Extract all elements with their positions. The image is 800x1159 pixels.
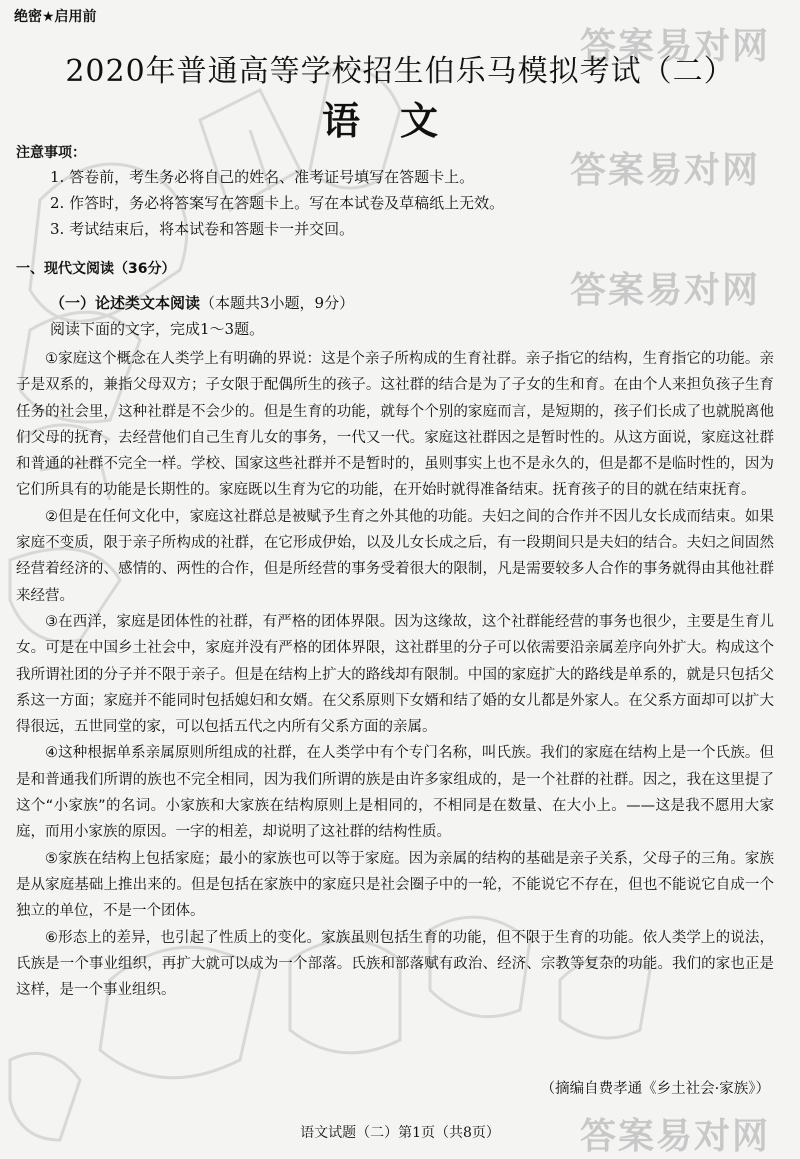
page-footer: 语文试题（二）第1页（共8页） xyxy=(300,1125,500,1141)
exam-title: 2020年普通高等学校招生伯乐马模拟考试（二） xyxy=(65,54,735,89)
reading-passage xyxy=(16,346,774,1003)
subsection-label: （一）论述类文本阅读 xyxy=(50,294,201,312)
passage-paragraph: ⑥形态上的差异，也引起了性质上的变化。家族虽则包括生育的功能，但不限于生育的功能。依人类学上的说法，氏族是一个事业组织，再扩大就可以成为一个部落。氏族和部落赋有政治、经济、宗教等复杂的功能。我们的家也正是这样，是一个事业组织。 xyxy=(16,929,774,999)
passage-paragraph: ④这种根据单系亲属原则所组成的社群，在人类学中有个专门名称，叫氏族。我们的家庭在结构上是一个氏族。但是和普通我们所谓的族也不完全相同，因为我们所谓的族是由许多家组成的，是一个社群的社群。因之，我在这里提了这个“小家族”的名词。小家族和大家族在结构原则上是相同的，不相同是在数量、在大小上。——这是我不愿用大家庭，而用小家族的原因。一字的相差，却说明了这社群的结构性质。 xyxy=(16,745,774,841)
passage-paragraph: ②但是在任何文化中，家庭这社群总是被赋予生育之外其他的功能。夫妇之间的合作并不因儿女长成而结束。如果家庭不变质，限于亲子所构成的社群，在它形成伊始，以及儿女长成之后，有一段期间只是夫妇的结合。夫妇之间固然经营着经济的、感情的、两性的合作，但是所经营的事务受着很大的限制，凡是需要较多人合作的事务就得由其他社群来经营。 xyxy=(16,508,774,604)
passage-paragraph: ⑤家族在结构上包括家庭；最小的家族也可以等于家庭。因为亲属的结构的基础是亲子关系，父母子的三角。家族是从家庭基础上推出来的。但是包括在家族中的家庭只是社会圈子中的一轮，不能说它不存在，但也不能说它自成一个独立的单位，不是一个团体。 xyxy=(16,850,774,920)
subject-title: 语文 xyxy=(321,98,478,143)
watermark-text: 答案易对网 xyxy=(580,26,771,67)
passage-paragraph: ③在西洋，家庭是团体性的社群，有严格的团体界限。因为这缘故，这个社群能经营的事务也很少，主要是生育儿女。可是在中国乡土社会中，家庭并没有严格的团体界限，这社群里的分子可以依需要沿亲属差序向外扩大。构成这个我所谓社团的分子并不限于亲子。但是在结构上扩大的路线却有限制。中国的家庭扩大的路线是单系的，就是只包括父系这一方面；家庭并不能同时包括媳妇和女婿。在父系原则下女婿和结了婚的女儿都是外家人。在父系方面却可以扩大得很远，五世同堂的家，可以包括五代之内所有父系方面的亲属。 xyxy=(16,613,774,736)
reading-instruction: 阅读下面的文字，完成1～3题。 xyxy=(50,320,265,338)
confidential-label: 绝密★启用前 xyxy=(14,9,97,25)
watermark-text: 答案易对网 xyxy=(570,270,761,311)
section-heading: 一、现代文阅读（36分） xyxy=(16,261,176,277)
note-item: 3. 考试结束后，将本试卷和答题卡一并交回。 xyxy=(50,220,355,238)
subsection-heading xyxy=(50,292,354,313)
notes-title: 注意事项： xyxy=(16,145,86,161)
subsection-meta: （本题共3小题，9分） xyxy=(200,294,355,312)
note-item: 2. 作答时，务必将答案写在答题卡上。写在本试卷及草稿纸上无效。 xyxy=(50,194,505,212)
note-item: 1. 答卷前，考生务必将自己的姓名、准考证号填写在答题卡上。 xyxy=(50,168,475,186)
watermark-text: 答案易对网 xyxy=(580,1116,771,1157)
watermark-text: 答案易对网 xyxy=(570,150,761,191)
passage-paragraph: ①家庭这个概念在人类学上有明确的界说：这是个亲子所构成的生育社群。亲子指它的结构，生育指它的功能。亲子是双系的，兼指父母双方；子女限于配偶所生的孩子。这社群的结合是为了子女的生和育。在由个人来担负孩子生育任务的社会里，这种社群是不会少的。但是生育的功能，就每个个别的家庭而言，是短期的，孩子们长成了也就脱离他们父母的抚育，去经营他们自己生育儿女的事务，一代又一代。家庭这社群因之是暂时性的。从这方面说，家庭这社群和普通的社群不完全一样。学校、国家这些社群并不是暂时的，虽则事实上也不是永久的，但是都不是临时性的，因为它们所具有的功能是长期性的。家庭既以生育为它的功能，在开始时就得准备结束。抚育孩子的目的就在结束抚育。 xyxy=(16,351,774,499)
passage-source: （摘编自费孝通《乡土社会·家族》） xyxy=(540,1081,770,1097)
